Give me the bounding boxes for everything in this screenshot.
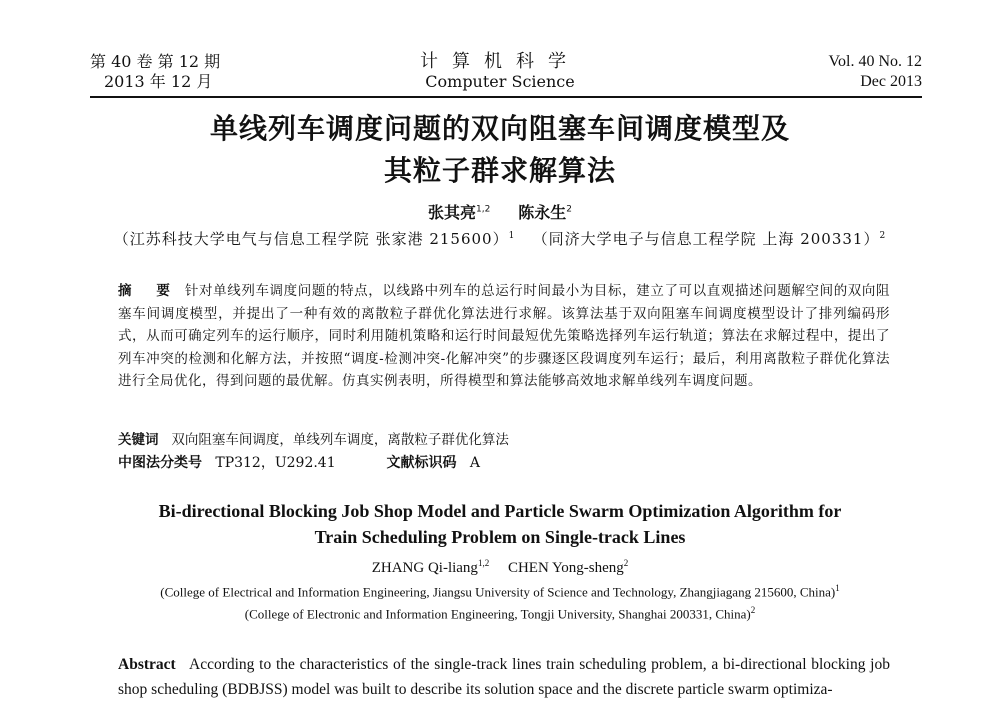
abstract-cn [118, 280, 890, 393]
author-1-cn-sup: 1,2 [476, 204, 491, 215]
paper-title-cn-line2: 其粒子群求解算法 [383, 154, 616, 187]
classification-label: 中图法分类号 [118, 455, 202, 471]
header-volume-en: Vol. 40 No. 12 [828, 53, 922, 70]
author-1-en: ZHANG Qi-liang [371, 560, 478, 576]
paper-title-en-line1: Bi-directional Blocking Job Shop Model and Particle Swarm Optimization Algorithm for [158, 501, 842, 521]
journal-name-cn: 计算机科学 [420, 51, 580, 72]
authors-en [0, 558, 1000, 577]
abstract-en-text: According to the characteristics of the single-track lines train scheduling problem, a bi-directional blocking job shop scheduling (BDBJSS) model was built to describe its solution space and the discrete particle swarm optimiza- [118, 656, 890, 698]
abstract-en-label: Abstract [118, 656, 176, 673]
paper-title-en-line2: Train Scheduling Problem on Single-track Lines [314, 527, 686, 547]
header-volume-cn: 第 40 卷 第 12 期 [90, 52, 221, 71]
affiliation-1-cn: （江苏科技大学电气与信息工程学院 张家港 215600） [113, 230, 509, 248]
author-2-cn: 陈永生 [518, 203, 567, 222]
affiliation-2-cn: （同济大学电子与信息工程学院 上海 200331） [532, 230, 880, 248]
affiliation-2-cn-sup: 2 [879, 231, 887, 241]
abstract-en [118, 652, 890, 702]
author-2-cn-sup: 2 [566, 204, 572, 215]
author-2-en: CHEN Yong-sheng [507, 560, 624, 576]
keywords-cn [118, 428, 890, 448]
header-date-en: Dec 2013 [860, 73, 922, 90]
classification-value: TP312，U292.41 [215, 455, 336, 471]
author-1-en-sup: 1,2 [477, 558, 490, 568]
abstract-cn-text: 针对单线列车调度问题的特点，以线路中列车的总运行时间最小为目标，建立了可以直观描述问题解空间的双向阻塞车间调度模型，并提出了一种有效的离散粒子群优化算法进行求解。该算法基于双向阻塞车间调度模型设计了排列编码形式，从而可确定列车的运行顺序，同时利用随机策略和运行时间最短优先策略选择列车运行轨道；算法在求解过程中，提出了列车冲突的检测和化解方法，并按照“调度-检测冲突-化解冲突”的步骤逐区段调度列车运行；最后，利用离散粒子群优化算法进行全局优化，得到问题的最优解。仿真实例表明，所得模型和算法能够高效地求解单线列车调度问题。 [118, 283, 891, 389]
author-2-en-sup: 2 [623, 558, 629, 568]
author-1-cn: 张其亮 [428, 203, 477, 222]
affiliation-2-en-sup: 2 [750, 605, 756, 615]
header-issue-en [829, 52, 923, 92]
affiliation-2-en-line [0, 605, 1000, 622]
affiliation-1-cn-sup: 1 [508, 231, 516, 241]
keywords-cn-text: 双向阻塞车间调度，单线列车调度，离散粒子群优化算法 [171, 432, 509, 448]
document-code-label: 文献标识码 [386, 455, 457, 471]
keywords-cn-label: 关键词 [118, 432, 159, 448]
journal-name-en: Computer Science [425, 72, 575, 91]
paper-title-en [0, 498, 1000, 550]
affiliation-1-en-sup: 1 [835, 583, 840, 593]
header-date-cn: 2013 年 12 月 [104, 72, 213, 91]
document-code-value: A [469, 455, 481, 471]
paper-title-cn [0, 108, 1000, 192]
header-rule [90, 96, 922, 98]
classification [118, 452, 890, 472]
affiliations-cn [0, 228, 1000, 249]
affiliation-2-en: (College of Electronic and Information Engineering, Tongji University, Shanghai 200331, China) [244, 606, 751, 622]
affiliation-1-en-line [0, 583, 1000, 600]
paper-title-cn-line1: 单线列车调度问题的双向阻塞车间调度模型及 [209, 112, 790, 145]
authors-cn [0, 200, 1000, 223]
abstract-cn-label: 摘 要 [118, 283, 181, 299]
affiliation-1-en: (College of Electrical and Information Engineering, Jiangsu University of Science and Technology, Zhangjiagang 215600, China) [160, 584, 836, 600]
